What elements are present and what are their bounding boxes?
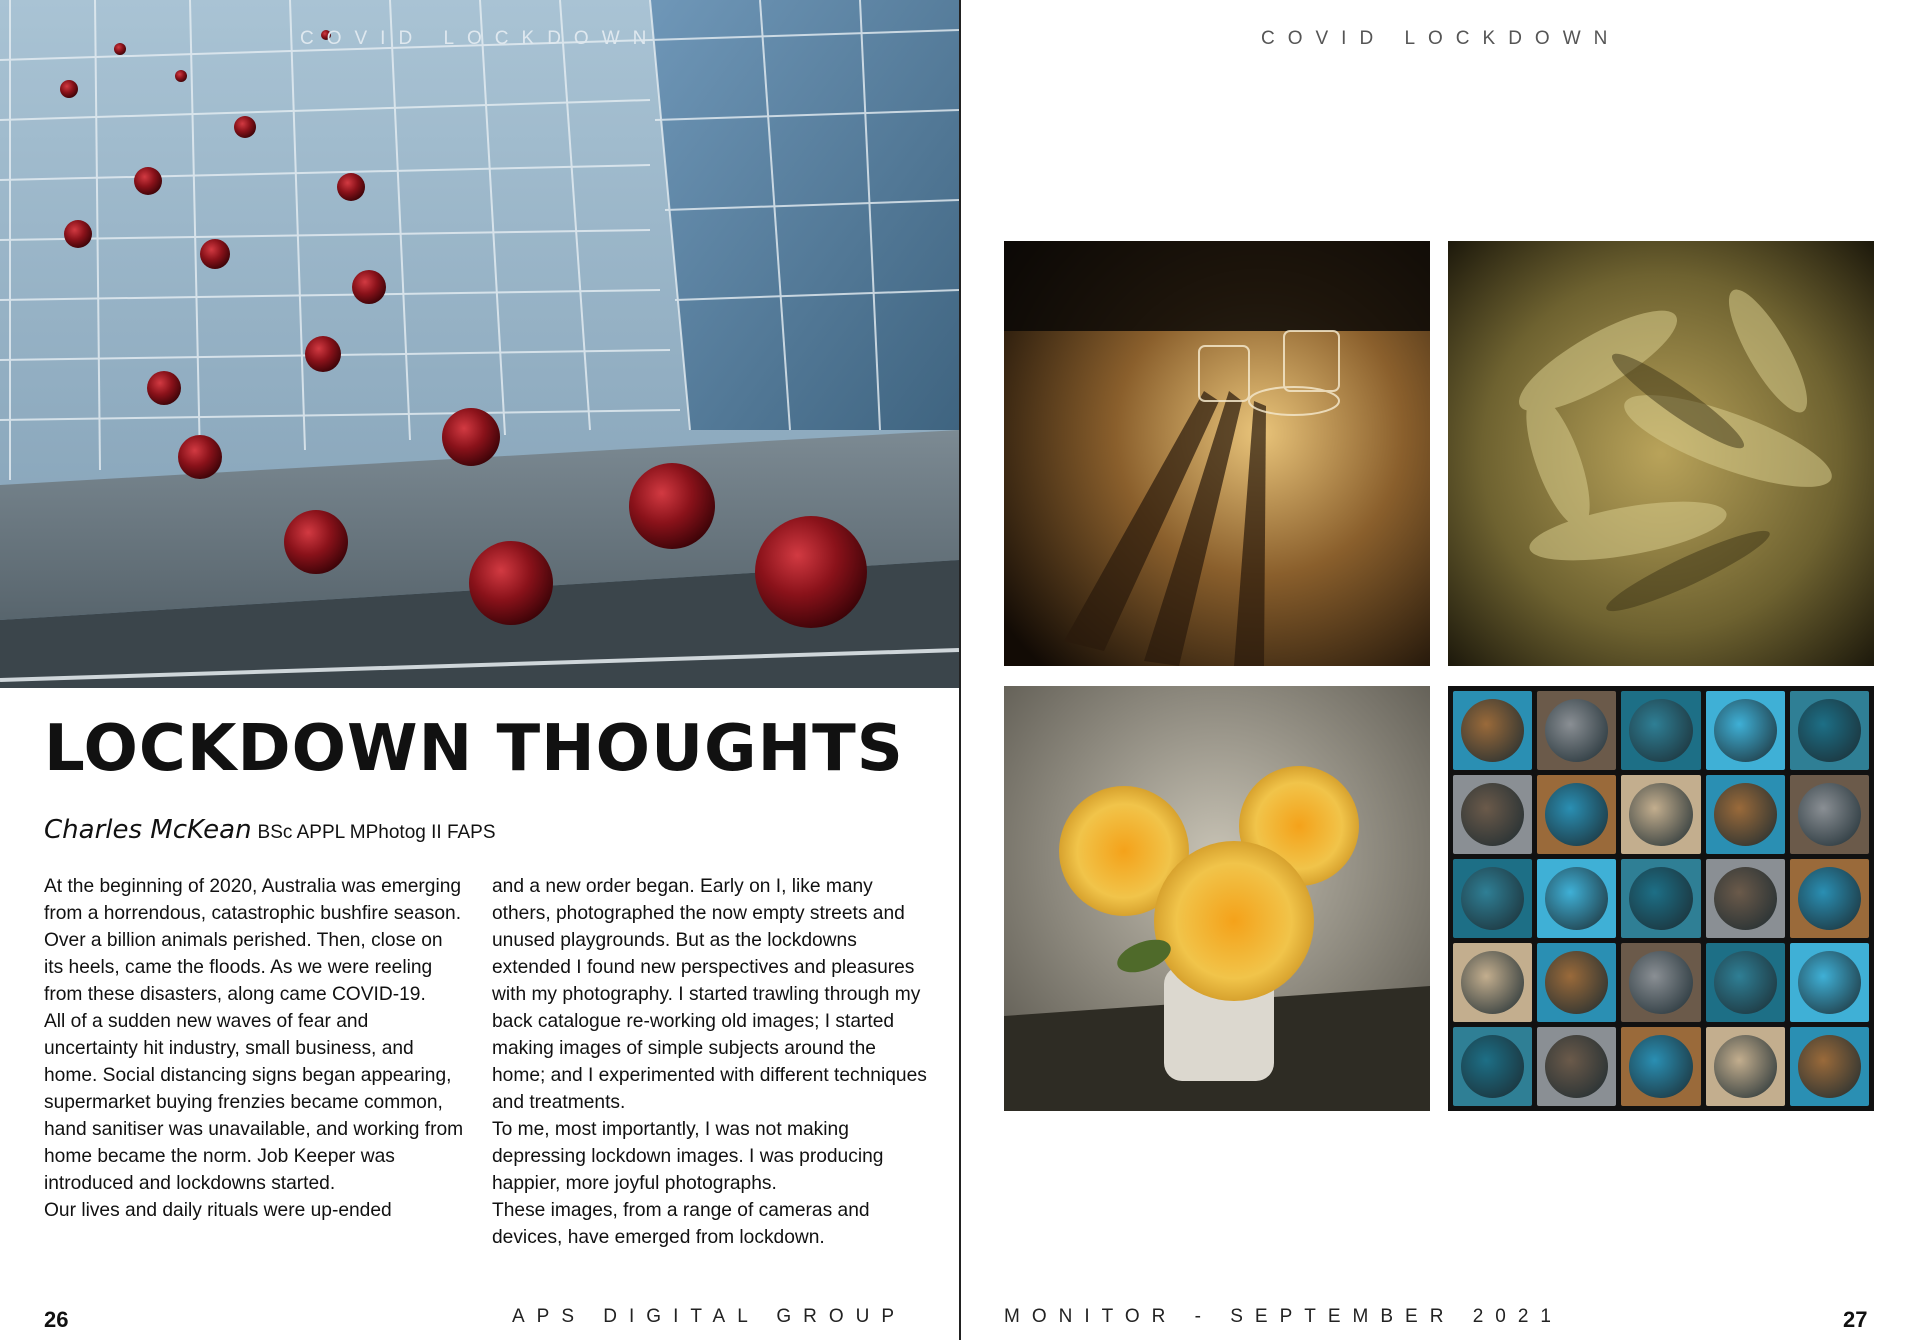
running-header: COVID LOCKDOWN bbox=[1261, 28, 1621, 49]
cover-tile bbox=[1621, 859, 1700, 938]
cover-disc bbox=[1545, 783, 1608, 846]
cover-tile bbox=[1706, 775, 1785, 854]
cover-tile bbox=[1790, 775, 1869, 854]
cover-tile bbox=[1706, 943, 1785, 1022]
cover-tiles bbox=[1448, 686, 1874, 1111]
photo-yellow-roses bbox=[1004, 686, 1430, 1111]
cover-tile bbox=[1621, 943, 1700, 1022]
cover-tile bbox=[1537, 859, 1616, 938]
cover-tile bbox=[1790, 691, 1869, 770]
cover-tile bbox=[1706, 691, 1785, 770]
cover-disc bbox=[1461, 699, 1524, 762]
cover-tile bbox=[1537, 1027, 1616, 1106]
photo-glasses-shadows bbox=[1004, 241, 1430, 666]
cover-tile bbox=[1621, 691, 1700, 770]
cover-disc bbox=[1629, 867, 1692, 930]
page-number: 26 bbox=[44, 1307, 69, 1332]
author-name: Charles McKean bbox=[44, 815, 252, 845]
cover-tile bbox=[1453, 691, 1532, 770]
cover-disc bbox=[1798, 699, 1861, 762]
cover-disc bbox=[1798, 1035, 1861, 1098]
left-page bbox=[0, 0, 959, 1340]
cover-tile bbox=[1537, 691, 1616, 770]
cover-disc bbox=[1461, 867, 1524, 930]
photo-dried-leaves bbox=[1448, 241, 1874, 666]
cover-disc bbox=[1714, 867, 1777, 930]
page-number: 27 bbox=[1843, 1307, 1868, 1332]
cover-tile bbox=[1453, 859, 1532, 938]
cover-disc bbox=[1629, 699, 1692, 762]
cover-disc bbox=[1714, 951, 1777, 1014]
paragraph: Our lives and daily rituals were up-ended bbox=[44, 1200, 392, 1221]
cover-tile bbox=[1621, 1027, 1700, 1106]
cover-disc bbox=[1461, 1035, 1524, 1098]
cover-disc bbox=[1629, 951, 1692, 1014]
body-column-1 bbox=[44, 873, 464, 1224]
right-page bbox=[961, 0, 1920, 1340]
cover-disc bbox=[1545, 699, 1608, 762]
paragraph: All of a sudden new waves of fear and uncertainty hit industry, small business, and home. Social distancing signs began appearing, supermarket buying frenzies became common, hand sanitiser was unavailable, and working from home became the norm. Job Keeper was introduced and lockdowns started. bbox=[44, 1011, 464, 1194]
cover-tile bbox=[1453, 1027, 1532, 1106]
cover-tile bbox=[1706, 859, 1785, 938]
cover-tile bbox=[1621, 775, 1700, 854]
cover-disc bbox=[1798, 783, 1861, 846]
paragraph: These images, from a range of cameras and devices, have emerged from lockdown. bbox=[492, 1200, 870, 1248]
paragraph: To me, most importantly, I was not making depressing lockdown images. I was producing happier, more joyful photographs. bbox=[492, 1119, 884, 1194]
cover-disc bbox=[1629, 1035, 1692, 1098]
cover-tile bbox=[1790, 943, 1869, 1022]
cover-tile bbox=[1537, 775, 1616, 854]
paragraph: and a new order began. Early on I, like many others, photographed the now empty streets and unused playgrounds. But as the lockdowns extended I found new perspectives and pleasures with my photography. I started trawling through my back catalogue re-working old images; I started making images of simple subjects around the home; and I experimented with different techniques and treatments. bbox=[492, 876, 927, 1113]
cover-disc bbox=[1461, 783, 1524, 846]
article-title: LOCKDOWN THOUGHTS bbox=[44, 712, 904, 786]
cover-disc bbox=[1714, 1035, 1777, 1098]
cover-disc bbox=[1545, 1035, 1608, 1098]
running-header: COVID LOCKDOWN bbox=[300, 28, 660, 49]
cover-disc bbox=[1714, 699, 1777, 762]
cover-tile bbox=[1453, 943, 1532, 1022]
footer-publisher: APS DIGITAL GROUP bbox=[512, 1306, 907, 1327]
cover-disc bbox=[1798, 951, 1861, 1014]
byline bbox=[44, 814, 496, 845]
cover-disc bbox=[1545, 951, 1608, 1014]
body-column-2 bbox=[492, 873, 932, 1251]
author-qualifications: BSc APPL MPhotog II FAPS bbox=[257, 822, 496, 843]
footer-issue: MONITOR - SEPTEMBER 2021 bbox=[1004, 1306, 1563, 1327]
cover-tile bbox=[1790, 859, 1869, 938]
hero-photo-red-spheres bbox=[0, 0, 959, 688]
cover-tile bbox=[1706, 1027, 1785, 1106]
cover-disc bbox=[1714, 783, 1777, 846]
cover-disc bbox=[1545, 867, 1608, 930]
cover-disc bbox=[1461, 951, 1524, 1014]
cover-disc bbox=[1798, 867, 1861, 930]
photo-manhole-cover-grid bbox=[1448, 686, 1874, 1111]
cover-tile bbox=[1790, 1027, 1869, 1106]
cover-disc bbox=[1629, 783, 1692, 846]
paragraph: At the beginning of 2020, Australia was emerging from a horrendous, catastrophic bushfire season. Over a billion animals perished. Then, close on its heels, came the floods. As we were reeling from these disasters, along came COVID-19. bbox=[44, 876, 462, 1005]
cover-tile bbox=[1537, 943, 1616, 1022]
cover-tile bbox=[1453, 775, 1532, 854]
